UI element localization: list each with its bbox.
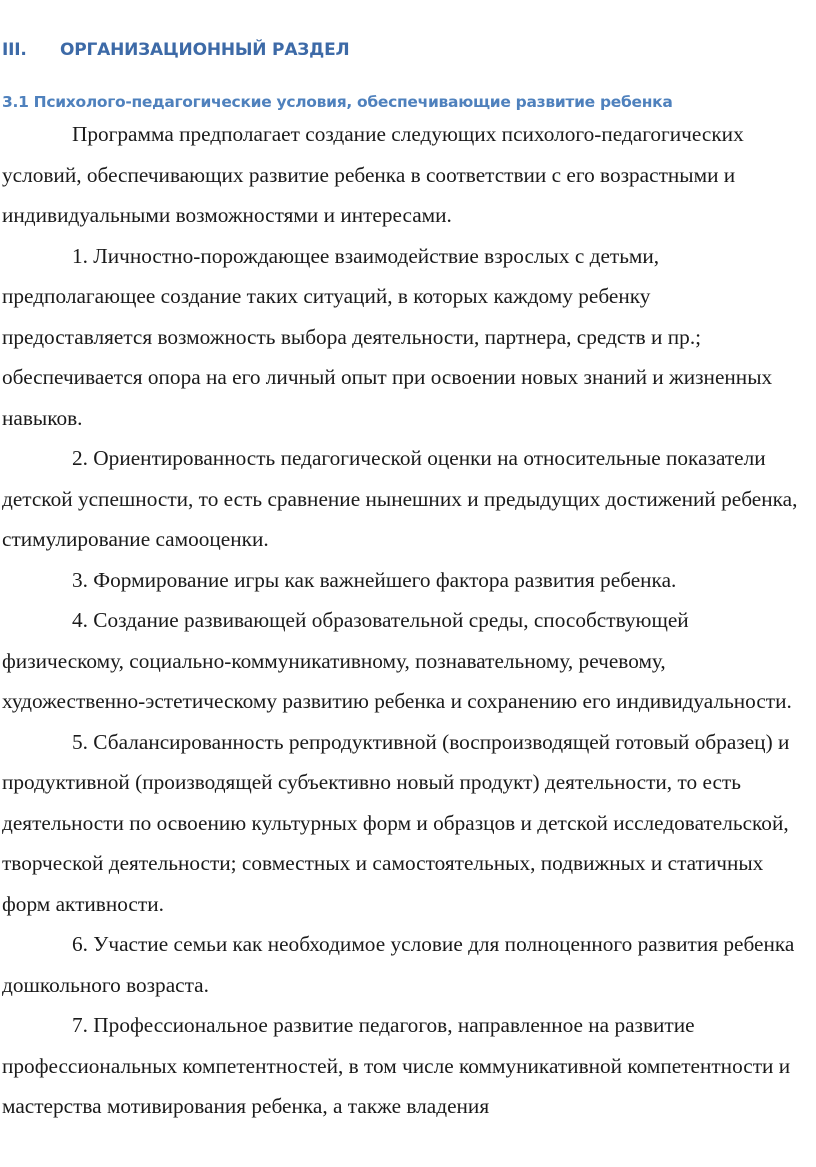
section-number: III. xyxy=(2,40,27,60)
paragraph-item-1: 1. Личностно-порождающее взаимодействие взрослых с детьми, предполагающее создание таких ситуаций, в которых каждому ребенку предоставляется возможность выбора деятельности, партнера, средств и пр.; обеспечивается опора на его личный опыт при освоении новых знаний и жизненных навыков. xyxy=(2,243,773,430)
paragraph-item-2: 2. Ориентированность педагогической оценки на относительные показатели детской успешности, то есть сравнение нынешних и предыдущих достижений ребенка, стимулирование самооценки. xyxy=(2,446,798,551)
section-heading xyxy=(2,40,349,60)
paragraph-item-7: 7. Профессиональное развитие педагогов, направленное на развитие профессиональных компетентностей, в том числе коммуникативной компетентности и мастерства мотивирования ребенка, а также владения xyxy=(2,1013,791,1118)
body-text xyxy=(2,114,802,1127)
paragraph-item-4: 4. Создание развивающей образовательной среды, способствующей физическому, социально-коммуникативному, познавательному, речевому, художественно-эстетическому развитию ребенка и сохранению его индивидуальности. xyxy=(2,608,792,713)
section-title: ОРГАНИЗАЦИОННЫЙ РАЗДЕЛ xyxy=(60,40,350,60)
paragraph-item-5: 5. Сбалансированность репродуктивной (воспроизводящей готовый образец) и продуктивной (производящей субъективно новый продукт) деятельности, то есть деятельности по освоению культурных форм и образцов и детской исследовательской, творческой деятельности; совместных и самостоятельных, подвижных и статичных форм активности. xyxy=(2,729,790,916)
paragraph-item-3: 3. Формирование игры как важнейшего фактора развития ребенка. xyxy=(72,567,677,592)
paragraph-item-6: 6. Участие семьи как необходимое условие для полноценного развития ребенка дошкольного возраста. xyxy=(2,932,795,997)
paragraph-intro: Программа предполагает создание следующих психолого-педагогических условий, обеспечивающих развитие ребенка в соответствии с его возрастными и индивидуальными возможностями и интересами. xyxy=(2,122,744,227)
subsection-heading: 3.1 Психолого-педагогические условия, обеспечивающие развитие ребенка xyxy=(2,93,673,111)
